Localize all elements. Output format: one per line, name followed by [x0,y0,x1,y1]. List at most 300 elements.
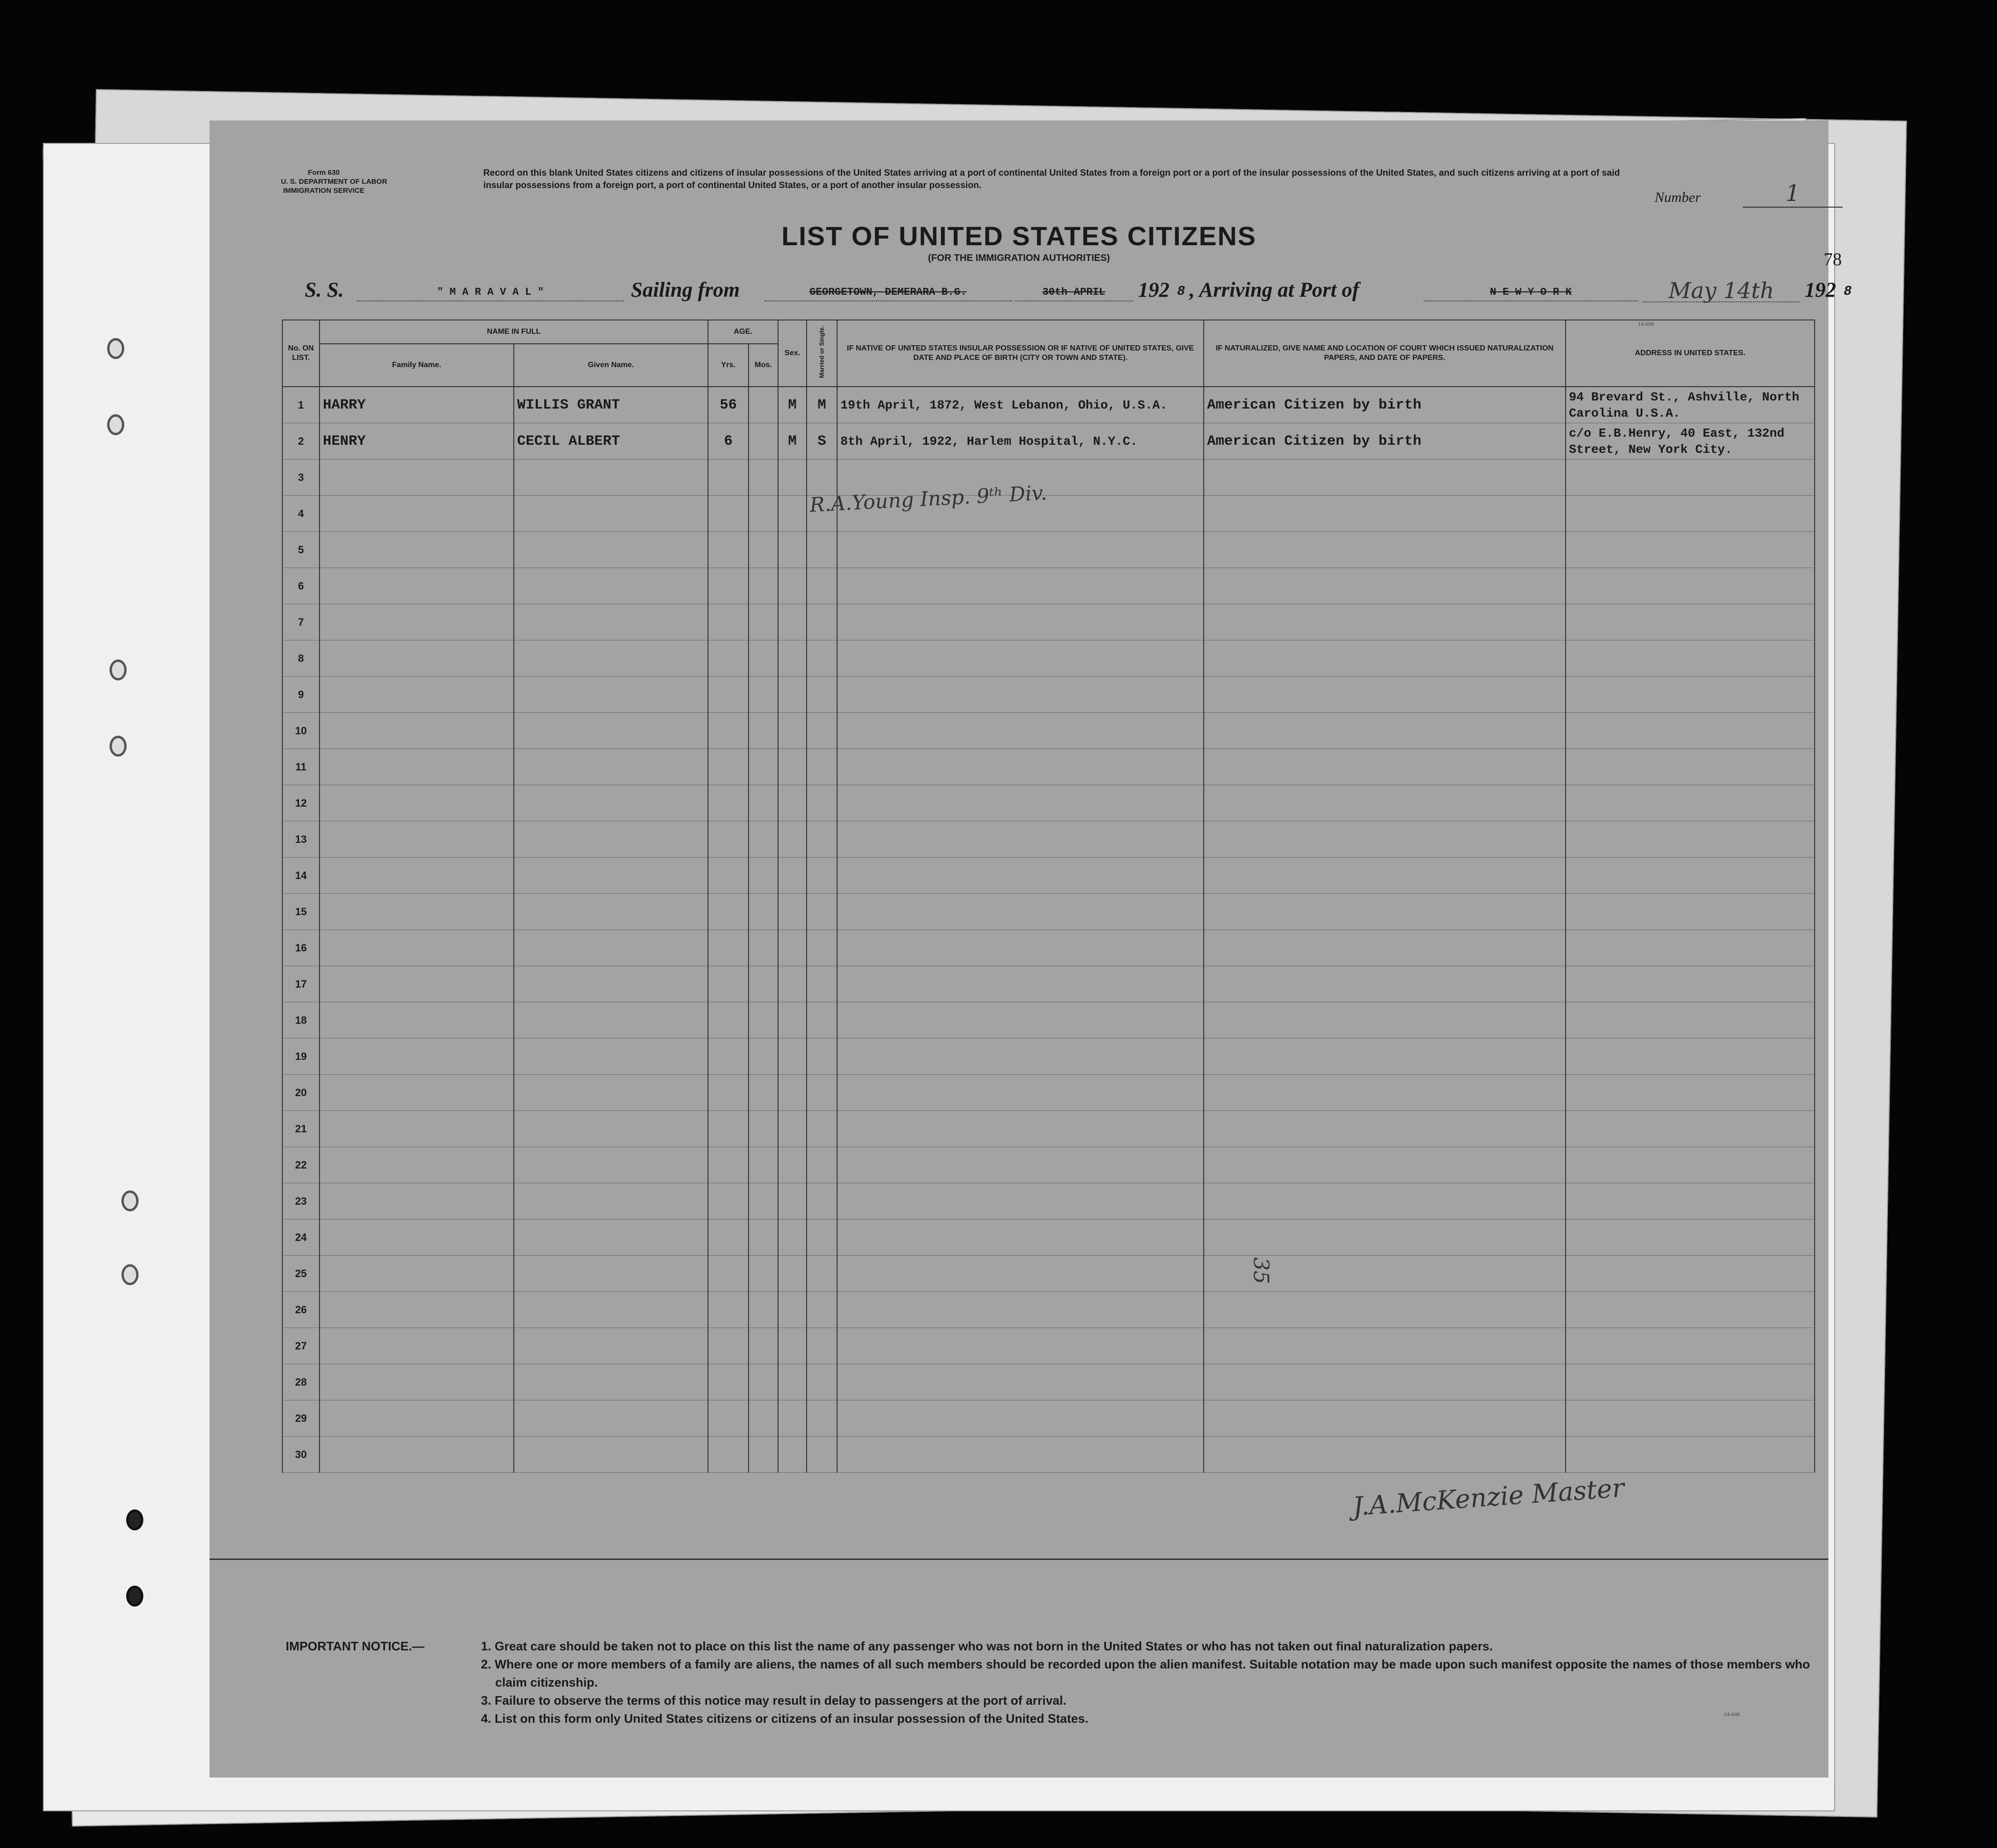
cell-family [320,604,514,640]
table-row [282,532,1815,568]
cell-sex [778,1111,807,1147]
cell-address [1566,604,1815,640]
cell-no: 27 [282,1328,320,1364]
form-number: Form 630 [308,169,340,177]
cell-mos [749,1147,778,1183]
cell-no: 25 [282,1256,320,1292]
cell-naturalized [1204,568,1566,604]
cell-given [514,1039,708,1075]
cell-married [807,1256,837,1292]
cell-naturalized [1204,785,1566,821]
cell-yrs [708,1002,749,1039]
cell-married [807,1364,837,1400]
cell-given: WILLIS GRANT [514,387,708,423]
cell-no: 6 [282,568,320,604]
cell-mos [749,568,778,604]
cell-birth: 19th April, 1872, West Lebanon, Ohio, U.S.A. [837,387,1204,423]
cell-address [1566,1364,1815,1400]
cell-given [514,568,708,604]
cell-yrs [708,749,749,785]
cell-yrs [708,1328,749,1364]
cell-given [514,1002,708,1039]
cell-address [1566,966,1815,1002]
cell-mos [749,640,778,677]
cell-married [807,1111,837,1147]
cell-birth [837,1183,1204,1219]
table-row [282,423,1815,460]
col-birth: IF NATIVE OF UNITED STATES INSULAR POSSESSION OR IF NATIVE OF UNITED STATES, GIVE DATE AND PLACE OF BIRTH (CITY OR TOWN AND STATE). [837,320,1204,387]
cell-naturalized [1204,496,1566,532]
col-age-group: AGE. [708,320,778,344]
citizen-list-table [282,320,1815,1473]
cell-address [1566,749,1815,785]
cell-sex [778,1328,807,1364]
cell-sex [778,1075,807,1111]
cell-yrs: 6 [708,423,749,460]
cell-married [807,1075,837,1111]
cell-sex [778,460,807,496]
cell-family [320,1256,514,1292]
cell-sex [778,640,807,677]
cell-family [320,785,514,821]
cell-sex [778,568,807,604]
cell-mos [749,1075,778,1111]
cell-address [1566,1183,1815,1219]
cell-naturalized [1204,1219,1566,1256]
cell-mos [749,894,778,930]
department: U. S. DEPARTMENT OF LABOR [281,178,388,186]
cell-naturalized: American Citizen by birth [1204,423,1566,460]
cell-yrs [708,1039,749,1075]
table-row [282,604,1815,640]
cell-family [320,713,514,749]
form-instructions: Record on this blank United States citizens and citizens of insular possessions of the United States arriving at a port of continental United States from a foreign port or a port of the insular possessions of the United States, and such citizens arriving at a port of said insular possessions from a foreign port, a port of continental United States, or a port of another insular possession. [483,168,1620,190]
cell-yrs [708,894,749,930]
binder-hole [121,1190,139,1211]
cell-family [320,858,514,894]
cell-sex [778,1183,807,1219]
cell-given: CECIL ALBERT [514,423,708,460]
arrival-year-prefix: 192 [1805,278,1836,301]
sailing-date: 30th APRIL [1014,286,1133,301]
cell-no: 23 [282,1183,320,1219]
binder-hole [126,1509,143,1530]
cell-given [514,1292,708,1328]
cell-birth [837,532,1204,568]
cell-no: 16 [282,930,320,966]
cell-no: 3 [282,460,320,496]
table-row [282,387,1815,423]
cell-sex [778,894,807,930]
cell-no: 21 [282,1111,320,1147]
table-row [282,749,1815,785]
cell-yrs [708,604,749,640]
cell-given [514,713,708,749]
cell-mos [749,1039,778,1075]
cell-yrs [708,930,749,966]
cell-address [1566,1147,1815,1183]
cell-family [320,894,514,930]
cell-family [320,568,514,604]
cell-married [807,1437,837,1473]
cell-given [514,785,708,821]
print-code: 14-606 [1638,320,1654,327]
cell-no: 14 [282,858,320,894]
col-name-group: NAME IN FULL [320,320,708,344]
sailing-label: Sailing from [631,278,740,301]
sailing-port: GEORGETOWN, DEMERARA B.G. [764,286,1012,301]
cell-sex [778,930,807,966]
cell-naturalized [1204,1039,1566,1075]
cell-family [320,1400,514,1437]
cell-naturalized: American Citizen by birth [1204,387,1566,423]
cell-naturalized [1204,930,1566,966]
cell-family [320,930,514,966]
table-row [282,1075,1815,1111]
cell-no: 24 [282,1219,320,1256]
cell-address [1566,568,1815,604]
cell-naturalized [1204,640,1566,677]
col-family: Family Name. [320,344,514,387]
cell-sex [778,713,807,749]
notice-item: 1. Great care should be taken not to place on this list the name of any passenger who was not born in the United States or who has not taken out final naturalization papers. [481,1639,1493,1653]
col-yrs: Yrs. [708,344,749,387]
cell-yrs [708,1219,749,1256]
cell-married [807,749,837,785]
cell-no: 10 [282,713,320,749]
cell-family [320,677,514,713]
cell-family [320,1328,514,1364]
cell-birth [837,604,1204,640]
cell-sex [778,677,807,713]
cell-sex: M [778,387,807,423]
form-identifier [281,168,388,195]
cell-family [320,1183,514,1219]
cell-sex [778,1147,807,1183]
cell-sex [778,604,807,640]
cell-birth [837,1147,1204,1183]
binder-hole [110,659,127,680]
number-label: Number [1655,190,1701,205]
cell-no: 30 [282,1437,320,1473]
cell-given [514,1075,708,1111]
table-row [282,713,1815,749]
cell-given [514,460,708,496]
cell-given [514,894,708,930]
cell-no: 18 [282,1002,320,1039]
cell-given [514,532,708,568]
cell-family [320,1292,514,1328]
cell-naturalized [1204,460,1566,496]
cell-mos [749,930,778,966]
cell-address: 94 Brevard St., Ashville, North Carolina U.S.A. [1566,387,1815,423]
cell-family [320,1075,514,1111]
cell-married [807,568,837,604]
binder-hole [107,414,124,435]
cell-mos [749,460,778,496]
cell-no: 20 [282,1075,320,1111]
cell-given [514,1219,708,1256]
table-row [282,1111,1815,1147]
cell-birth [837,930,1204,966]
cell-birth: 8th April, 1922, Harlem Hospital, N.Y.C. [837,423,1204,460]
cell-birth [837,1111,1204,1147]
cell-yrs [708,1364,749,1400]
cell-naturalized [1204,677,1566,713]
table-row [282,1437,1815,1473]
cell-address [1566,713,1815,749]
cell-mos [749,496,778,532]
table-row [282,640,1815,677]
cell-birth [837,785,1204,821]
notice-lead: IMPORTANT NOTICE.— [286,1639,425,1653]
cell-married [807,785,837,821]
cell-no: 7 [282,604,320,640]
cell-naturalized [1204,749,1566,785]
table-row [282,894,1815,930]
cell-address [1566,894,1815,930]
cell-birth [837,749,1204,785]
cell-no: 12 [282,785,320,821]
cell-no: 4 [282,496,320,532]
cell-yrs [708,1256,749,1292]
cell-family [320,1219,514,1256]
cell-married [807,713,837,749]
col-naturalized: IF NATURALIZED, GIVE NAME AND LOCATION OF COURT WHICH ISSUED NATURALIZATION PAPERS, AND DATE OF PAPERS. [1204,320,1566,387]
cell-family [320,821,514,858]
cell-married [807,604,837,640]
cell-address [1566,821,1815,858]
cell-given [514,821,708,858]
cell-no: 28 [282,1364,320,1400]
cell-married [807,460,837,496]
cell-naturalized [1204,1437,1566,1473]
cell-address [1566,677,1815,713]
cell-married [807,1183,837,1219]
cell-mos [749,423,778,460]
cell-mos [749,604,778,640]
cell-no: 1 [282,387,320,423]
cell-address [1566,1219,1815,1256]
col-mos: Mos. [749,344,778,387]
col-married-header [807,320,837,387]
table-row [282,1292,1815,1328]
cell-address [1566,1111,1815,1147]
sailing-year-prefix: 192 [1138,278,1169,301]
cell-no: 8 [282,640,320,677]
cell-birth [837,1400,1204,1437]
cell-sex [778,496,807,532]
cell-birth [837,894,1204,930]
cell-sex [778,785,807,821]
cell-naturalized [1204,532,1566,568]
cell-naturalized [1204,713,1566,749]
table-row [282,568,1815,604]
cell-yrs [708,1183,749,1219]
sailing-year-digit: 8 [1177,284,1185,299]
notice-item: 3. Failure to observe the terms of this notice may result in delay to passengers at the port of arrival. [481,1693,1067,1708]
cell-naturalized [1204,858,1566,894]
cell-given [514,1437,708,1473]
cell-birth [837,640,1204,677]
table-row [282,496,1815,532]
cell-birth [837,1039,1204,1075]
table-row [282,1147,1815,1183]
cell-no: 19 [282,1039,320,1075]
cell-mos [749,821,778,858]
cell-address [1566,1400,1815,1437]
table-row [282,1328,1815,1364]
cell-married: S [807,423,837,460]
cell-family [320,1364,514,1400]
cell-naturalized [1204,894,1566,930]
cell-yrs [708,460,749,496]
cell-no: 26 [282,1292,320,1328]
table-row [282,1002,1815,1039]
cell-address [1566,640,1815,677]
table-row [282,1364,1815,1400]
cell-mos [749,749,778,785]
cell-birth [837,966,1204,1002]
cell-mos [749,1002,778,1039]
cell-mos [749,1437,778,1473]
cell-given [514,1111,708,1147]
master-signature: J.A.McKenzie Master [1351,1472,1626,1522]
cell-address [1566,930,1815,966]
col-address: ADDRESS IN UNITED STATES. [1566,320,1815,387]
cell-given [514,604,708,640]
cell-sex [778,1219,807,1256]
cell-naturalized [1204,966,1566,1002]
stamp-number: 35 [1248,1257,1273,1284]
table-row [282,1400,1815,1437]
cell-mos [749,1256,778,1292]
cell-sex [778,1292,807,1328]
cell-mos [749,1400,778,1437]
cell-mos [749,1183,778,1219]
cell-mos [749,1328,778,1364]
list-number: 1 [1743,180,1843,208]
ss-label: S. S. [305,278,344,301]
cell-yrs [708,1400,749,1437]
cell-given [514,1256,708,1292]
cell-married [807,1147,837,1183]
cell-mos [749,1111,778,1147]
cell-married [807,1292,837,1328]
cell-mos [749,387,778,423]
table-row [282,821,1815,858]
binder-hole [121,1264,139,1285]
cell-married: M [807,387,837,423]
cell-yrs [708,1437,749,1473]
cell-yrs [708,1111,749,1147]
col-sex: Sex. [778,320,807,387]
table-row [282,460,1815,496]
cell-birth [837,1437,1204,1473]
page-subtitle: (FOR THE IMMIGRATION AUTHORITIES) [928,253,1110,263]
cell-sex [778,1002,807,1039]
table-row [282,966,1815,1002]
cell-given [514,496,708,532]
cell-sex [778,1039,807,1075]
cell-sex [778,1437,807,1473]
cell-birth [837,1075,1204,1111]
cell-birth [837,821,1204,858]
cell-sex [778,749,807,785]
cell-married [807,930,837,966]
arrival-date: May 14th [1643,278,1800,302]
notice-item: 4. List on this form only United States citizens or citizens of an insular possession of the United States. [481,1711,1088,1726]
cell-no: 9 [282,677,320,713]
cell-mos [749,677,778,713]
cell-birth [837,713,1204,749]
cell-address [1566,496,1815,532]
cell-married [807,1002,837,1039]
cell-no: 17 [282,966,320,1002]
cell-naturalized [1204,1002,1566,1039]
cell-mos [749,532,778,568]
cell-family [320,460,514,496]
cell-married [807,1219,837,1256]
inspector-signature: R.A.Young Insp. 9ᵗʰ Div. [809,480,1048,517]
cell-given [514,858,708,894]
col-married: Married or Single. [818,326,825,378]
cell-address: c/o E.B.Henry, 40 East, 132nd Street, New York City. [1566,423,1815,460]
cell-yrs [708,821,749,858]
cell-family: HENRY [320,423,514,460]
cell-yrs [708,858,749,894]
cell-no: 29 [282,1400,320,1437]
cell-yrs [708,640,749,677]
cell-address [1566,1075,1815,1111]
arrival-port: N E W Y O R K [1424,286,1638,301]
table-row [282,677,1815,713]
cell-sex [778,1400,807,1437]
cell-no: 22 [282,1147,320,1183]
table-row [282,930,1815,966]
cell-sex [778,966,807,1002]
col-given: Given Name. [514,344,708,387]
cell-birth [837,568,1204,604]
cell-yrs [708,1292,749,1328]
manifest-sheet [210,120,1852,1778]
cell-address [1566,1039,1815,1075]
cell-given [514,677,708,713]
cell-family [320,966,514,1002]
print-code-bottom: 14-606 [1724,1711,1740,1718]
cell-mos [749,713,778,749]
cell-naturalized [1204,1147,1566,1183]
cell-no: 11 [282,749,320,785]
cell-sex: M [778,423,807,460]
cell-married [807,1328,837,1364]
binder-hole [126,1586,143,1607]
cell-sex [778,532,807,568]
cell-family [320,1111,514,1147]
cell-naturalized [1204,1292,1566,1328]
cell-mos [749,1364,778,1400]
cell-birth [837,858,1204,894]
cell-yrs [708,966,749,1002]
page-title: LIST OF UNITED STATES CITIZENS [781,221,1257,251]
cell-family [320,1437,514,1473]
cell-family [320,1147,514,1183]
cell-given [514,1183,708,1219]
cell-address [1566,785,1815,821]
cell-married [807,1039,837,1075]
cell-yrs [708,496,749,532]
service: IMMIGRATION SERVICE [283,187,365,195]
